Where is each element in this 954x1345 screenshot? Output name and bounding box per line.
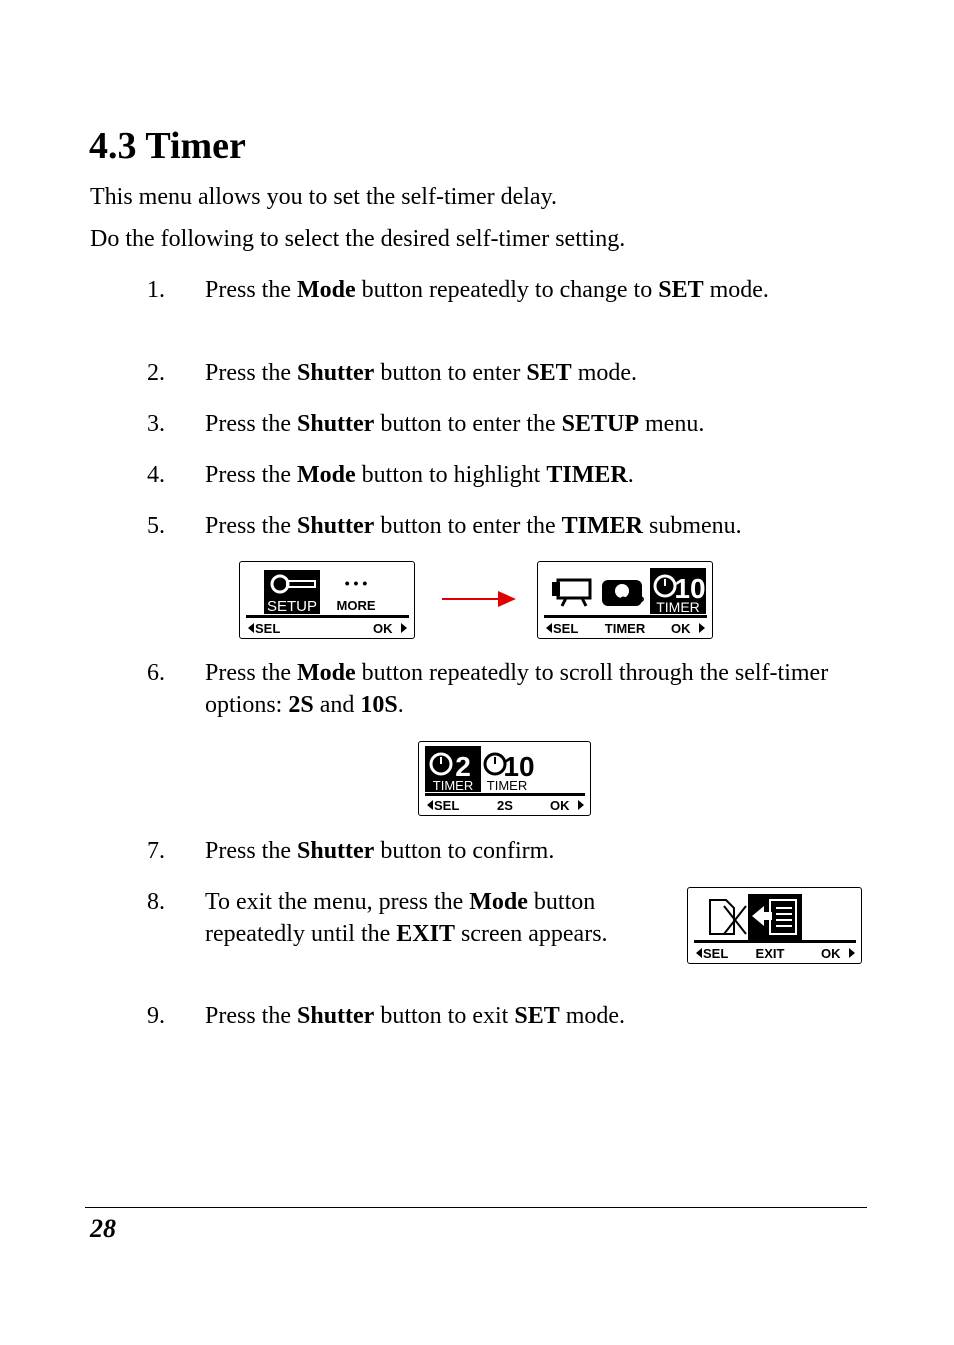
ok-label: OK [821, 946, 841, 961]
step-number: 1. [147, 277, 165, 303]
step-fragment: mode. [571, 360, 638, 386]
step-number: 2. [147, 360, 165, 386]
left-arrow-icon [427, 800, 433, 810]
step-keyword: TIMER [561, 513, 643, 539]
page-number: 28 [90, 1214, 116, 1243]
step-number: 5. [147, 513, 165, 539]
more-label: MORE [336, 598, 376, 613]
timer-option-label: TIMER [432, 778, 474, 793]
step-fragment: button to highlight [355, 462, 547, 488]
left-arrow-icon [546, 623, 552, 633]
step-fragment: Press the [205, 513, 297, 539]
setup-screen [239, 561, 415, 639]
sel-label: SEL [434, 798, 460, 813]
step-keyword: TIMER [546, 462, 628, 488]
step-keyword: SET [526, 360, 572, 386]
step-text [205, 274, 825, 306]
step-fragment: screen appears. [454, 921, 608, 947]
timer-option-number: 10 [503, 751, 535, 782]
step-fragment: button to enter [374, 360, 527, 386]
step-number: 6. [147, 660, 165, 686]
step-keyword: Mode [297, 277, 356, 303]
step-fragment: submenu. [642, 513, 742, 539]
step-fragment: mode. [703, 277, 769, 303]
step-number: 7. [147, 838, 165, 864]
red-arrow-icon [440, 588, 518, 610]
instruction-text: Do the following to select the desired self-timer setting. [90, 226, 626, 252]
page-title: 4.3 Timer [89, 125, 246, 167]
right-arrow-icon [401, 623, 407, 633]
step-text [205, 459, 845, 491]
step-number: 9. [147, 1003, 165, 1029]
step-fragment: Press the [205, 1003, 297, 1029]
step-text [205, 886, 665, 950]
step-fragment: Press the [205, 838, 297, 864]
timer-10s-icon [485, 754, 505, 774]
timer-options-screen [418, 741, 591, 816]
right-arrow-icon [849, 948, 855, 958]
ok-label: OK [671, 621, 691, 636]
step-keyword: Shutter [297, 513, 375, 539]
step-fragment: button to enter the [374, 411, 562, 437]
right-arrow-icon [699, 623, 705, 633]
sel-label: SEL [703, 946, 729, 961]
step-number: 4. [147, 462, 165, 488]
sel-label: SEL [255, 621, 281, 636]
step-text [205, 1000, 845, 1032]
step-fragment: Press the [205, 462, 297, 488]
timer-number: 10 [674, 573, 706, 604]
step-text [205, 408, 845, 440]
step-fragment: Press the [205, 277, 297, 303]
step-fragment: button to confirm. [374, 838, 555, 864]
step-fragment: To exit the menu, press the [205, 889, 470, 915]
timer-option-number: 2 [455, 751, 471, 782]
video-camera-icon [552, 580, 590, 606]
left-arrow-icon [248, 623, 254, 633]
step-fragment: button repeatedly to scroll through the self-timer options: [205, 660, 829, 718]
more-dots: • • • [344, 575, 368, 591]
step-fragment: button to exit [374, 1003, 515, 1029]
step-fragment: button to enter the [374, 513, 562, 539]
step-fragment: button repeatedly to change to [355, 277, 659, 303]
step-keyword: Mode [297, 660, 356, 686]
exit-document-icon [710, 900, 746, 934]
step-keyword: SET [514, 1003, 560, 1029]
exit-screen [687, 887, 862, 964]
step-text [205, 357, 825, 389]
step-fragment: menu. [639, 411, 705, 437]
step-keyword: Mode [297, 462, 356, 488]
step-fragment: . [627, 462, 634, 488]
resolution-label: 16MP [613, 594, 645, 608]
setup-icon-label: SETUP [266, 598, 318, 615]
step-fragment: . [397, 692, 404, 718]
timer-option-label: TIMER [486, 778, 528, 793]
ok-label: OK [550, 798, 570, 813]
timer-icon-label: TIMER [656, 599, 700, 615]
step-number: 8. [147, 889, 165, 915]
ok-label: OK [373, 621, 393, 636]
step-text [205, 657, 835, 721]
step-keyword: Shutter [297, 360, 375, 386]
center-label: 2S [497, 798, 513, 813]
sel-label: SEL [553, 621, 579, 636]
step-keyword: EXIT [396, 921, 455, 947]
step-keyword: 2S [288, 692, 314, 718]
step-keyword: SETUP [561, 411, 639, 437]
step-fragment: Press the [205, 360, 297, 386]
right-arrow-icon [578, 800, 584, 810]
left-arrow-icon [696, 948, 702, 958]
step-fragment: Press the [205, 660, 297, 686]
step-keyword: Mode [469, 889, 528, 915]
step-text [205, 510, 865, 542]
step-keyword: Shutter [297, 838, 375, 864]
timer-submenu-screen [537, 561, 713, 639]
step-fragment: button repeatedly until the [205, 889, 596, 947]
step-keyword: 10S [360, 692, 398, 718]
step-fragment: mode. [559, 1003, 626, 1029]
intro-text: This menu allows you to set the self-timer delay. [90, 184, 558, 210]
step-fragment: and [313, 692, 361, 718]
step-keyword: SET [658, 277, 704, 303]
footer-divider [85, 1207, 867, 1208]
step-keyword: Shutter [297, 411, 375, 437]
step-text [205, 835, 845, 867]
center-label: EXIT [755, 946, 785, 961]
step-number: 3. [147, 411, 165, 437]
step-fragment: Press the [205, 411, 297, 437]
center-label: TIMER [604, 621, 646, 636]
step-keyword: Shutter [297, 1003, 375, 1029]
